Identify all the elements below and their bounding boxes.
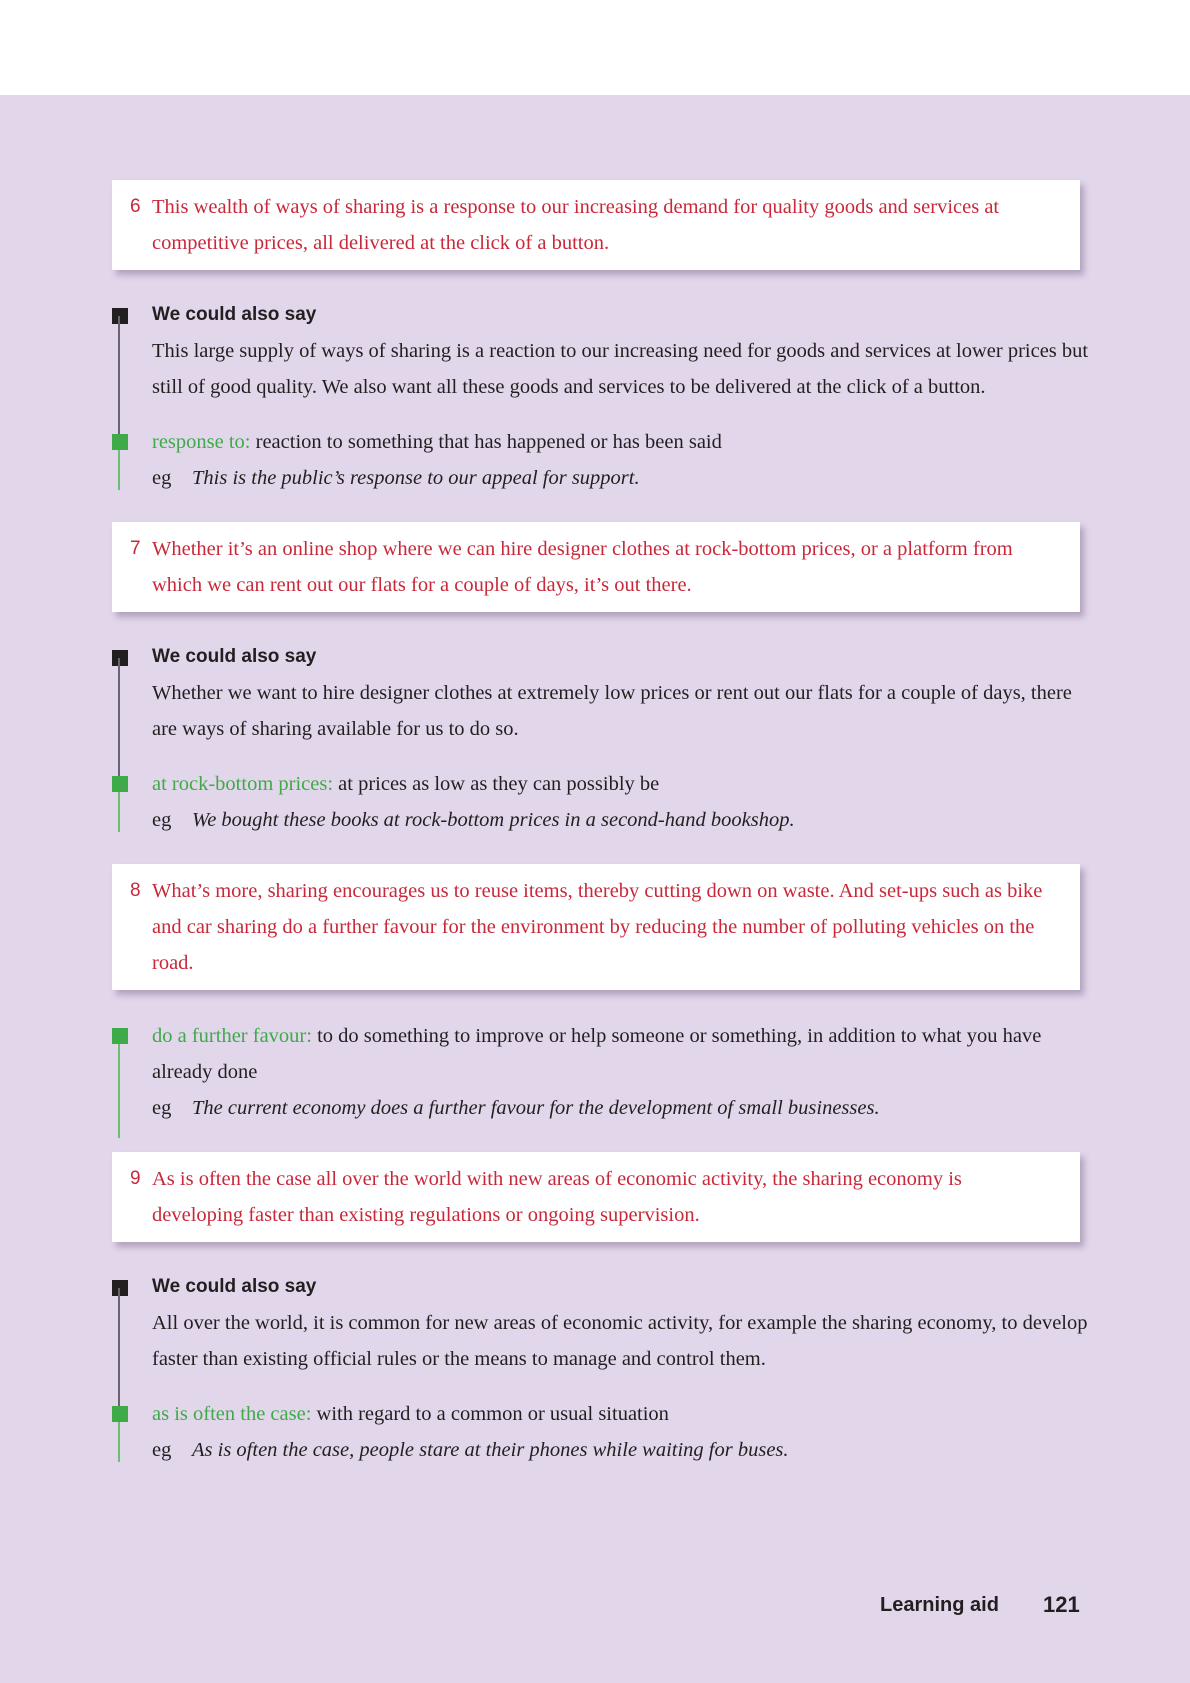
green-divider-line	[118, 450, 120, 490]
vocab-entry	[152, 424, 1102, 460]
divider-line	[118, 316, 120, 434]
green-divider-line	[118, 792, 120, 832]
quote-box-6	[112, 180, 1080, 270]
quote-box-8	[112, 864, 1080, 990]
quote-number: 6	[130, 196, 141, 217]
vocab-definition: with regard to a common or usual situation	[311, 1403, 669, 1425]
example-line	[152, 1090, 1102, 1126]
square-marker-icon	[112, 650, 128, 666]
quote-box-7	[112, 522, 1080, 612]
example-line	[152, 460, 1102, 496]
divider-line	[118, 1288, 120, 1406]
quote-box-9	[112, 1152, 1080, 1242]
example-line	[152, 802, 1102, 838]
example-text: As is often the case, people stare at their phones while waiting for buses.	[192, 1439, 789, 1461]
eg-label: eg	[152, 1439, 172, 1461]
vocab-definition: to do something to improve or help someone or something, in addition to what you have already done	[152, 1025, 1042, 1083]
vocab-definition: at prices as low as they can possibly be	[333, 773, 660, 795]
green-square-marker-icon	[112, 1406, 128, 1422]
also-say-heading: We could also say	[152, 304, 317, 325]
vocab-term: as is often the case:	[152, 1403, 312, 1425]
vocab-entry	[152, 766, 1102, 802]
green-divider-line	[118, 1044, 120, 1138]
quote-text: This wealth of ways of sharing is a response to our increasing demand for quality goods and services at competitive prices, all delivered at the click of a button.	[152, 196, 1000, 254]
also-say-text: This large supply of ways of sharing is a reaction to our increasing need for goods and services at lower prices but still of good quality. We also want all these goods and services to be delivered at the click of a button.	[152, 340, 1089, 398]
vocab-entry	[152, 1396, 1102, 1432]
eg-label: eg	[152, 809, 172, 831]
quote-number: 8	[130, 880, 141, 901]
also-say-heading: We could also say	[152, 1276, 317, 1297]
eg-label: eg	[152, 1097, 172, 1119]
square-marker-icon	[112, 308, 128, 324]
example-line	[152, 1432, 1102, 1468]
vocab-entry	[152, 1018, 1102, 1090]
page-number: 121	[1043, 1592, 1080, 1617]
example-text: The current economy does a further favour for the development of small businesses.	[192, 1097, 880, 1119]
green-divider-line	[118, 1422, 120, 1462]
also-say-text: All over the world, it is common for new areas of economic activity, for example the sharing economy, to develop faster than existing official rules or the means to manage and control them.	[152, 1312, 1088, 1370]
example-text: This is the public’s response to our appeal for support.	[192, 467, 640, 489]
quote-text: Whether it’s an online shop where we can hire designer clothes at rock-bottom prices, or a platform from which we can rent out our flats for a couple of days, it’s out there.	[152, 538, 1013, 596]
eg-label: eg	[152, 467, 172, 489]
quote-number: 7	[130, 538, 141, 559]
also-say-heading: We could also say	[152, 646, 317, 667]
green-square-marker-icon	[112, 434, 128, 450]
green-square-marker-icon	[112, 776, 128, 792]
vocab-term: response to:	[152, 431, 251, 453]
vocab-term: at rock-bottom prices:	[152, 773, 334, 795]
vocab-term: do a further favour:	[152, 1025, 312, 1047]
square-marker-icon	[112, 1280, 128, 1296]
divider-line	[118, 658, 120, 776]
quote-number: 9	[130, 1168, 141, 1189]
example-text: We bought these books at rock-bottom prices in a second-hand bookshop.	[192, 809, 795, 831]
green-square-marker-icon	[112, 1028, 128, 1044]
vocab-definition: reaction to something that has happened or has been said	[250, 431, 722, 453]
quote-text: What’s more, sharing encourages us to reuse items, thereby cutting down on waste. And set-ups such as bike and car sharing do a further favour for the environment by reducing the number of polluting vehicles on the road.	[152, 880, 1043, 974]
quote-text: As is often the case all over the world with new areas of economic activity, the sharing economy is developing faster than existing regulations or ongoing supervision.	[152, 1168, 962, 1226]
footer-label: Learning aid	[880, 1594, 999, 1616]
also-say-text: Whether we want to hire designer clothes at extremely low prices or rent out our flats for a couple of days, there are ways of sharing available for us to do so.	[152, 682, 1072, 740]
